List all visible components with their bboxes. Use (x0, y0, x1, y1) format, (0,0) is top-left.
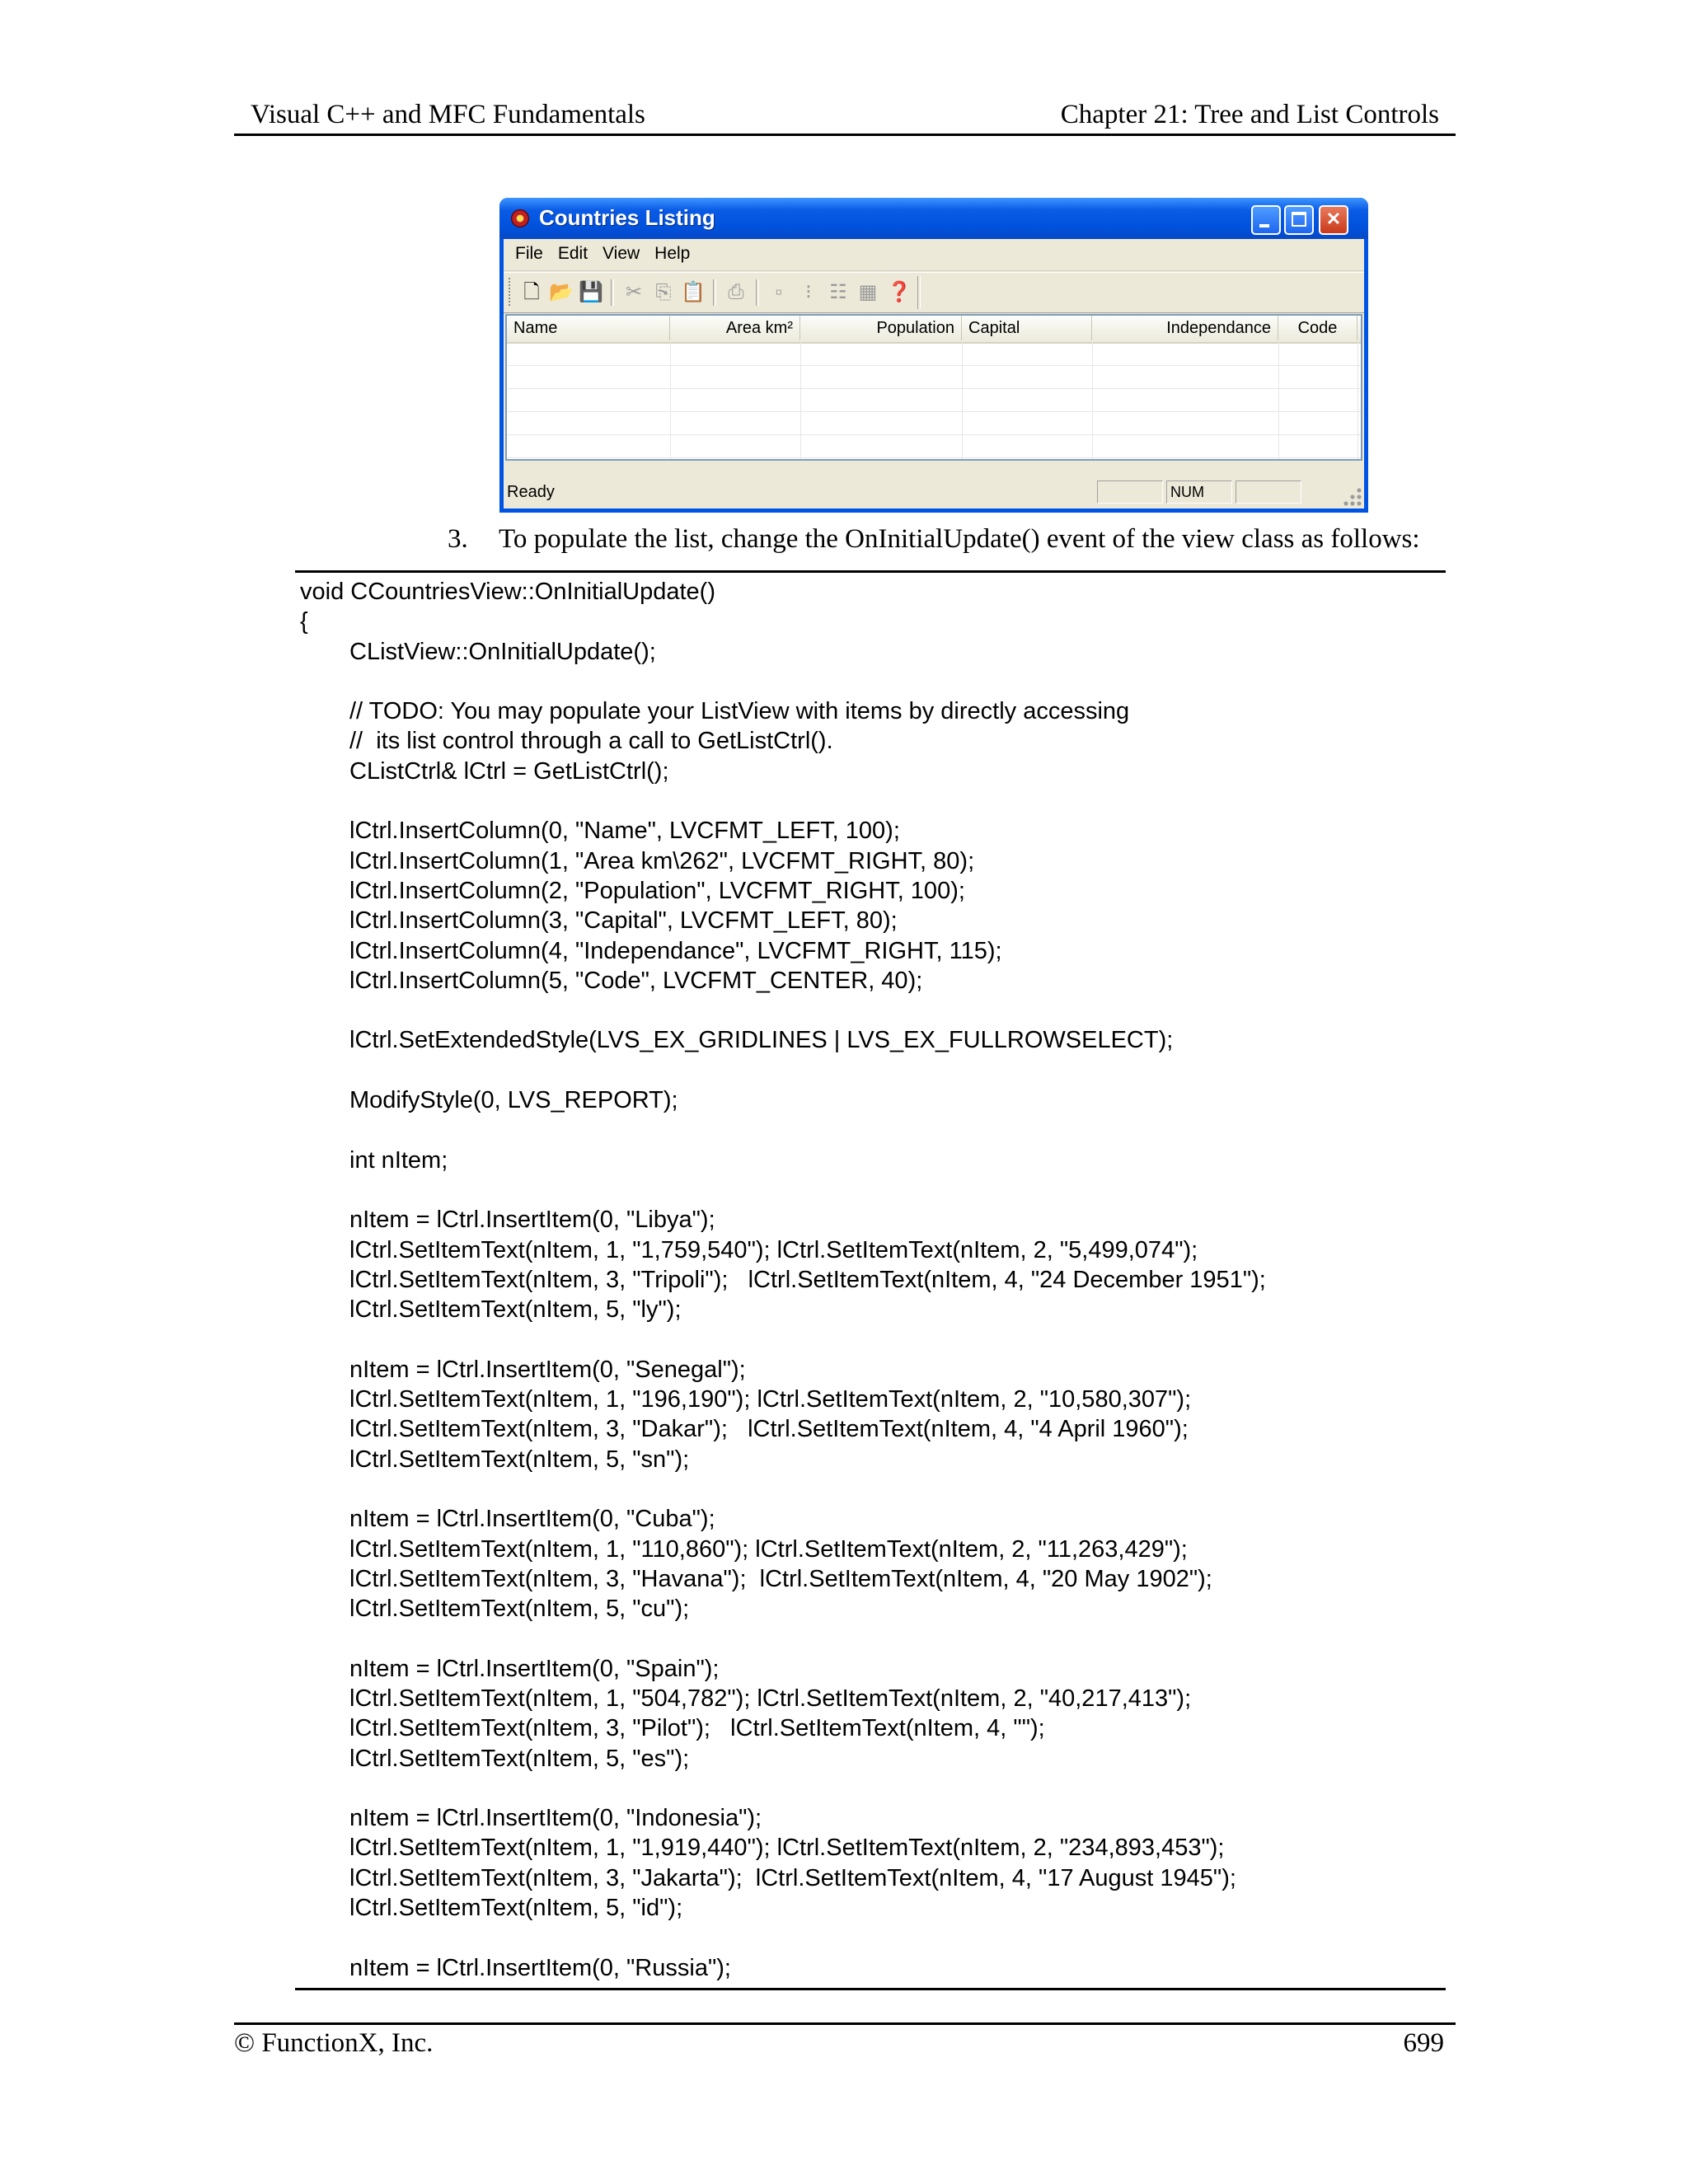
list-grid (507, 342, 1361, 459)
save-icon[interactable]: 💾 (579, 281, 603, 303)
list-view-icon[interactable]: ☷ (829, 281, 847, 303)
code-line: CListCtrl& lCtrl = GetListCtrl(); (349, 757, 669, 785)
code-line: nItem = lCtrl.InsertItem(0, "Spain"); (349, 1655, 720, 1682)
code-line: { (300, 608, 308, 635)
grid-line (507, 365, 1361, 366)
column-header-capital[interactable]: Capital (962, 316, 1092, 340)
code-bottom-rule (295, 1988, 1446, 1990)
code-line (300, 1175, 1266, 1205)
grid-line (962, 342, 963, 459)
code-line: lCtrl.SetItemText(nItem, 1, "1,759,540"); lCtrl.SetItemText(nItem, 2, "5,499,074"); (349, 1236, 1198, 1263)
status-pane-scrl (1236, 480, 1301, 504)
code-line: nItem = lCtrl.InsertItem(0, "Russia"); (349, 1954, 731, 1981)
large-icons-view-icon[interactable]: ▫ (775, 281, 783, 303)
code-line: lCtrl.SetItemText(nItem, 5, "id"); (349, 1895, 683, 1922)
code-line: lCtrl.SetItemText(nItem, 3, "Tripoli"); lCtrl.SetItemText(nItem, 4, "24 December 1951"); (349, 1266, 1266, 1293)
toolbar-separator (756, 279, 759, 306)
code-line: lCtrl.InsertColumn(3, "Capital", LVCFMT_LEFT, 80); (349, 907, 898, 935)
page-number: 699 (1403, 2028, 1444, 2058)
code-line (300, 1474, 1266, 1504)
code-line: nItem = lCtrl.InsertItem(0, "Indonesia"); (349, 1805, 762, 1832)
code-line (300, 1624, 1266, 1653)
code-line: nItem = lCtrl.InsertItem(0, "Cuba"); (349, 1506, 715, 1533)
column-header-area[interactable]: Area km² (670, 316, 800, 340)
status-pane-cap (1097, 480, 1163, 504)
open-folder-icon[interactable]: 📂 (549, 281, 574, 303)
code-line (300, 1056, 1266, 1085)
window-title-bar[interactable] (499, 198, 1368, 239)
column-header-code[interactable]: Code (1278, 316, 1357, 340)
status-num-indicator: NUM (1166, 480, 1232, 504)
code-line: lCtrl.SetItemText(nItem, 1, "1,919,440"); lCtrl.SetItemText(nItem, 2, "234,893,453"); (349, 1835, 1225, 1862)
page-header (234, 97, 1456, 136)
menu-view[interactable]: View (603, 244, 640, 263)
grid-line (507, 411, 1361, 412)
code-line: lCtrl.InsertColumn(0, "Name", LVCFMT_LEFT, 100); (349, 818, 900, 845)
step-number: 3. (448, 524, 468, 554)
code-line: lCtrl.SetItemText(nItem, 3, "Pilot"); lCtrl.SetItemText(nItem, 4, ""); (349, 1715, 1045, 1742)
code-line: nItem = lCtrl.InsertItem(0, "Libya"); (349, 1207, 715, 1234)
code-line: int nItem; (349, 1146, 448, 1174)
paste-icon[interactable]: 📋 (681, 281, 706, 303)
toolbar-grip[interactable] (509, 278, 513, 306)
code-line: lCtrl.SetItemText(nItem, 5, "sn"); (349, 1446, 690, 1473)
menu-file[interactable]: File (515, 244, 543, 263)
code-line: lCtrl.SetItemText(nItem, 5, "es"); (349, 1745, 690, 1772)
column-header-population[interactable]: Population (800, 316, 962, 340)
details-view-icon[interactable]: ▦ (858, 281, 878, 303)
toolbar-separator (713, 279, 716, 306)
toolbar-end (917, 276, 921, 309)
grid-line (670, 342, 671, 459)
copy-icon[interactable]: ⎘ (655, 281, 672, 303)
code-line: lCtrl.SetItemText(nItem, 5, "cu"); (349, 1596, 690, 1623)
code-line (300, 667, 1266, 696)
code-line: lCtrl.InsertColumn(4, "Independance", LVCFMT_RIGHT, 115); (349, 937, 1002, 964)
grid-line (1357, 342, 1358, 459)
minimize-icon (1259, 224, 1269, 227)
close-icon: ✕ (1325, 209, 1342, 229)
countries-list-view[interactable] (505, 314, 1362, 461)
minimize-button[interactable] (1251, 205, 1281, 235)
code-line (300, 1923, 1266, 1952)
code-line: nItem = lCtrl.InsertItem(0, "Senegal"); (349, 1356, 746, 1383)
code-line: CListView::OnInitialUpdate(); (349, 638, 656, 665)
window-title: Countries Listing (539, 205, 715, 230)
code-line (300, 1115, 1266, 1145)
print-icon[interactable]: ⎙ (728, 281, 744, 303)
code-line: lCtrl.InsertColumn(2, "Population", LVCFMT_RIGHT, 100); (349, 877, 965, 904)
code-line: lCtrl.SetItemText(nItem, 3, "Dakar"); lCtrl.SetItemText(nItem, 4, "4 April 1960"); (349, 1416, 1189, 1443)
step-text: To populate the list, change the OnInitialUpdate() event of the view class as follows: (499, 524, 1420, 554)
status-text: Ready (507, 483, 555, 501)
code-line: lCtrl.SetItemText(nItem, 3, "Havana"); lCtrl.SetItemText(nItem, 4, "20 May 1902"); (349, 1565, 1212, 1592)
status-bar (504, 476, 1364, 509)
column-header-independance[interactable]: Independance (1092, 316, 1278, 340)
code-line: void CCountriesView::OnInitialUpdate() (300, 579, 715, 605)
code-line (300, 786, 1266, 816)
grid-line (507, 388, 1361, 389)
code-line: lCtrl.SetExtendedStyle(LVS_EX_GRIDLINES | LVS_EX_FULLROWSELECT); (349, 1027, 1174, 1054)
list-header (507, 316, 1361, 344)
footer-copyright: © FunctionX, Inc. (234, 2028, 434, 2058)
maximize-button[interactable] (1284, 205, 1314, 235)
mfc-app-icon[interactable] (511, 209, 529, 227)
grid-line (1092, 342, 1093, 459)
countries-listing-window (499, 198, 1368, 513)
code-line: ModifyStyle(0, LVS_REPORT); (349, 1087, 678, 1114)
menu-edit[interactable]: Edit (557, 244, 588, 263)
step-paragraph (448, 524, 1420, 555)
maximize-icon (1292, 212, 1306, 227)
code-line: // TODO: You may populate your ListView with items by directly accessing (349, 698, 1130, 725)
menu-help[interactable]: Help (654, 244, 691, 263)
code-top-rule (295, 570, 1446, 573)
header-chapter-title: Chapter 21: Tree and List Controls (1060, 100, 1439, 129)
grid-line (507, 457, 1361, 458)
code-line: lCtrl.InsertColumn(1, "Area km\262", LVCFMT_RIGHT, 80); (349, 847, 975, 874)
code-line: lCtrl.SetItemText(nItem, 1, "504,782"); lCtrl.SetItemText(nItem, 2, "40,217,413"); (349, 1685, 1192, 1712)
grid-line (507, 434, 1361, 435)
toolbar (504, 272, 1364, 313)
toolbar-separator (611, 279, 614, 306)
code-line: lCtrl.SetItemText(nItem, 5, "ly"); (349, 1296, 682, 1324)
window-client-area (504, 239, 1364, 509)
small-icons-view-icon[interactable]: ⁝ (805, 281, 812, 303)
menu-bar (504, 239, 1364, 271)
header-book-title: Visual C++ and MFC Fundamentals (251, 100, 645, 129)
page-footer (234, 2022, 1456, 2058)
column-header-name[interactable]: Name (507, 316, 670, 340)
code-listing (300, 577, 1266, 1983)
new-document-icon[interactable]: 🗋 (523, 281, 540, 303)
grid-line (1278, 342, 1279, 459)
code-line: lCtrl.InsertColumn(5, "Code", LVCFMT_CENTER, 40); (349, 967, 923, 994)
code-line: // its list control through a call to GetListCtrl(). (349, 728, 833, 755)
cut-icon[interactable]: ✂ (625, 281, 643, 303)
grid-line (800, 342, 801, 459)
code-line (300, 1774, 1266, 1803)
code-line: lCtrl.SetItemText(nItem, 3, "Jakarta"); lCtrl.SetItemText(nItem, 4, "17 August 1945"); (349, 1864, 1236, 1891)
close-button[interactable] (1319, 205, 1348, 235)
code-line (300, 1324, 1266, 1354)
code-line (300, 996, 1266, 1025)
size-grip-icon[interactable] (1343, 487, 1362, 507)
code-line: lCtrl.SetItemText(nItem, 1, "110,860"); lCtrl.SetItemText(nItem, 2, "11,263,429"); (349, 1535, 1188, 1563)
code-line: lCtrl.SetItemText(nItem, 1, "196,190"); lCtrl.SetItemText(nItem, 2, "10,580,307"); (349, 1386, 1192, 1413)
help-icon[interactable]: ❓ (887, 281, 912, 303)
